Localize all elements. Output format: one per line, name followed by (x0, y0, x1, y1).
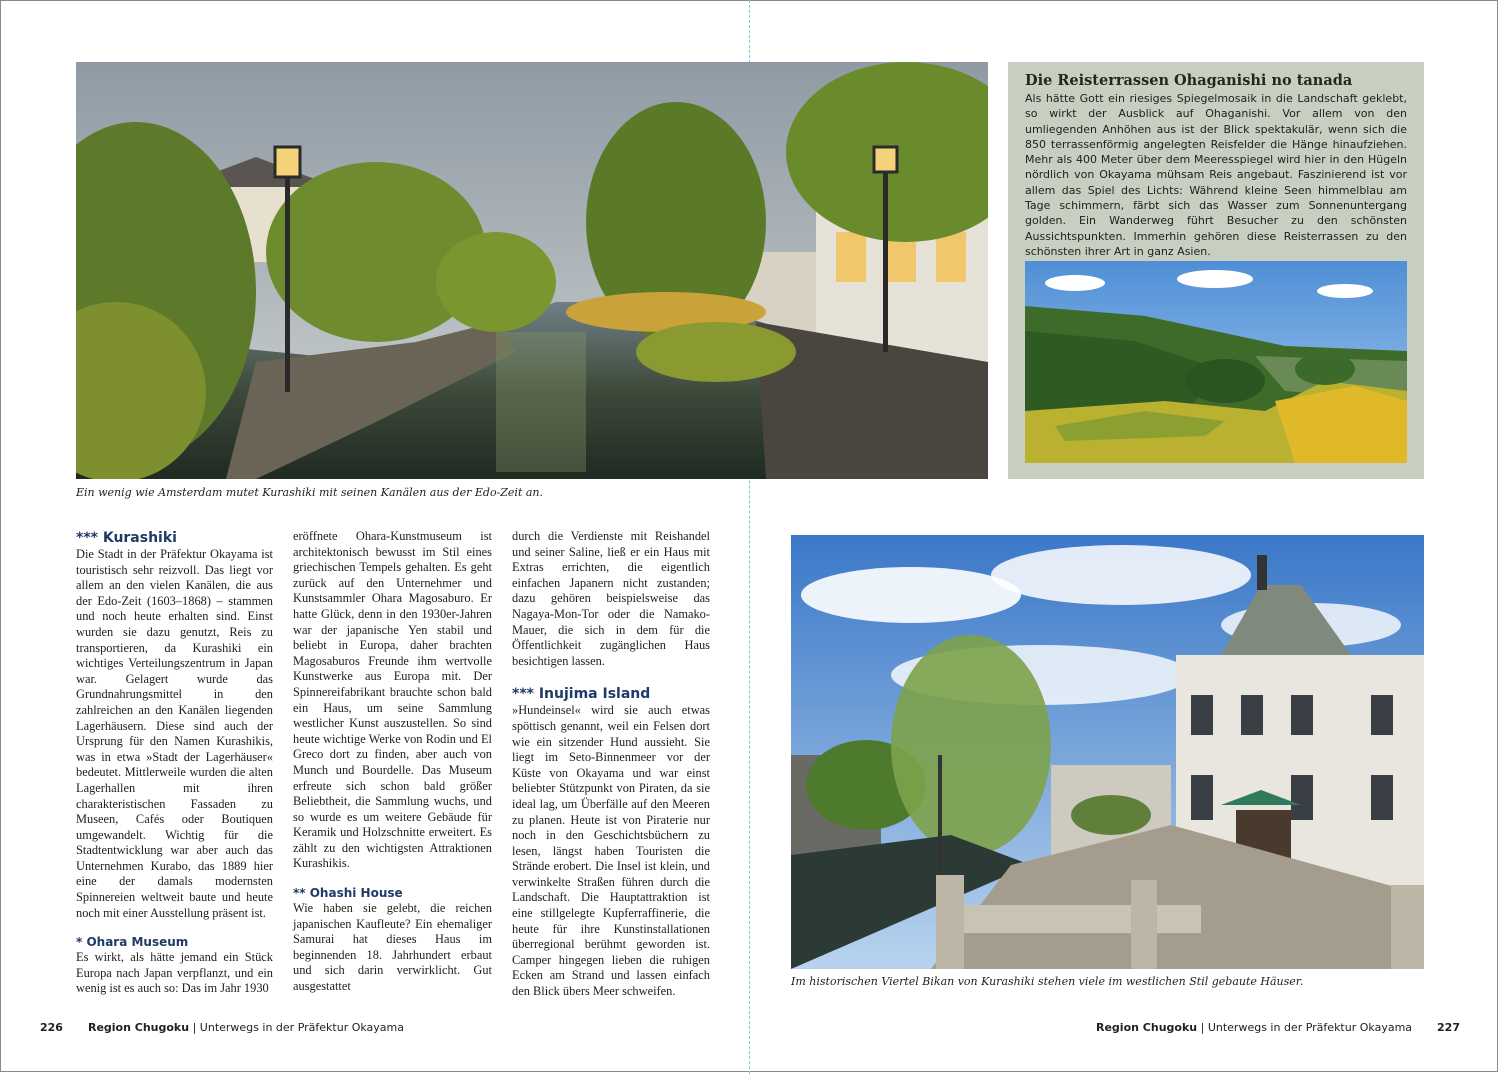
section-heading: *** Kurashiki (76, 530, 177, 546)
body-paragraph: Es wirkt, als hätte jemand ein Stück Europa nach Japan verpflanzt, und ein wenig ist es auch so: Das im Jahr 1930 (76, 950, 273, 996)
body-paragraph: Die Stadt in der Präfektur Okayama ist touristisch sehr reizvoll. Das liegt vor allem an den vielen Kanälen, die aus der Edo-Zeit (1603–1868) – stammen und noch heute erhalten sind. Einst wurden sie dazu genutzt, Reis zu transportieren, da Kurashiki ein wichtiges Verteilungszentrum in Japan war. Gelagert wurde das Grundnahrungsmittel in den zahlreichen an den Kanälen liegenden Lagerhäusern. Diese sind auch der Ursprung für den Namen Kurashikis, was in etwa »Stadt der Lagerhäuser« bedeutet. Mittlerweile wurden die alten Lagerhallen mit ihren charakteristischen Fassaden zu Museen, Cafés oder Boutiquen umgewandelt. Wichtig für die Stadtentwicklung war aber auch das Unternehmen Kurabo, das 1889 hier eine der damals modernsten Spinnereien weltweit baute und heute noch mit einer Ausstellung präsent ist. (76, 547, 273, 920)
page-number-left: 226 (40, 1021, 63, 1034)
footer-section-right: Region Chugoku (1096, 1021, 1198, 1034)
infobox-text: Als hätte Gott ein riesiges Spiegelmosaik in die Landschaft geklebt, so wirkt der Ausblick auf Ohaganishi. Vor allem von den umliegenden Anhöhen aus ist der Blick spektakulär, wenn sich die 850 terrassenförmig angelegten Reisfelder die Hänge hinaufziehen. Mehr als 400 Meter über dem Meeresspiegel wird hier in den Hügeln nördlich von Okayama mühsam Reis angebaut. Faszinierend ist vor allem das Spiel des Lichts: Während kleine Seen himmelblau am Tage schimmern, färbt sich das Wasser zum Sonnenuntergang golden. Ein Wanderweg führt Besucher zu den schönsten Aussichtspunkten. Immerhin gehören diese Reisterrassen zu den schönsten ihrer Art in ganz Asien. (1025, 92, 1407, 258)
rice-terraces-photo (1025, 261, 1407, 463)
bikan-district-photo (791, 535, 1424, 969)
footer-separator-left: | (192, 1021, 197, 1034)
page-number-right: 227 (1437, 1021, 1460, 1034)
text-column-1 (76, 529, 273, 997)
section-heading: * Ohara Museum (76, 935, 189, 950)
body-paragraph: eröffnete Ohara-Kunstmuseum ist architektonisch bewusst im Stil eines griechischen Tempels gehalten. Es geht zurück auf den Unternehmer und Kunstsammler Ohara Magosaburo. Er hatte Glück, denn in den 1930er-Jahren war der japanische Yen stabil und beliebt in Europa, daher brachten Magosaburos Freunde ihm wertvolle Kunstwerke aus Europa mit. Der Spinnereifabrikant brauchte schon bald ein Haus, um seine Sammlung westlicher Kunst auszustellen. So sind heute wichtige Werke von Rodin und El Greco dort zu finden, aber auch von Munch und Bourdelle. Das Museum erfreute sich schon bald größer Beliebtheit, die Sammlung wuchs, und so wurde es um weitere Gebäude für Keramik und Holzschnitte erweitert. Es zählt zu den wichtigsten Attraktionen Kurashikis. (293, 529, 492, 871)
left-footer (40, 1021, 404, 1034)
body-paragraph: durch die Verdienste mit Reishandel und seiner Saline, ließ er ein Haus mit Extras errichten, die eigentlich einfachen Japanern nicht zustanden; dazu gehören beispielsweise das Nagaya-Mon-Tor oder die Namako-Mauer, die sich in dem für die Öffentlichkeit zugänglichen Haus besichtigen lassen. (512, 529, 710, 668)
infobox-title: Die Reisterrassen Ohaganishi no tanada (1025, 72, 1353, 89)
body-paragraph: Wie haben sie gelebt, die reichen japanischen Kaufleute? Ein ehemaliger Samurai hat dieses Haus im beginnenden 18. Jahrhundert erbaut und sich darin verwirklicht. Gut ausgestattet (293, 901, 492, 994)
text-column-2 (293, 529, 492, 995)
section-heading: *** Inujima Island (512, 686, 651, 703)
body-paragraph: »Hundeinsel« wird sie auch etwas spöttisch genannt, weil ein Felsen dort wie ein sitzender Hund aussieht. Sie liegt im Seto-Binnenmeer vor der Küste von Okayama und war einst beliebter Stützpunkt von Piraten, da sie ideal lag, um Überfälle auf den Meeren zu planen. Heute ist von Piraterie nur noch in den Geschichtsbüchern zu lesen, längst haben Touristen die Strände erobert. Die Insel ist klein, und verwinkelte Straßen führen durch die Landschaft. Die Hauptattraktion ist eine stillgelegte Kupferraffinerie, die heute für ihre Kunstinstallationen überregional berühmt geworden ist. Camper hingegen lieben die ruhigen Ecken am Strand und lassen einfach den Blick übers Meer schweifen. (512, 703, 710, 999)
kurashiki-canal-photo (76, 62, 988, 479)
footer-subsection-right: Unterwegs in der Präfektur Okayama (1207, 1021, 1413, 1034)
section-heading: ** Ohashi House (293, 886, 403, 901)
bikan-photo-caption: Im historischen Viertel Bikan von Kurashiki stehen viele im westlichen Stil gebaute Häuser. (791, 975, 1304, 988)
footer-separator-right: | (1200, 1021, 1205, 1034)
footer-section-left: Region Chugoku (87, 1021, 190, 1034)
rice-terraces-infobox (1008, 62, 1424, 479)
footer-subsection-left: Unterwegs in der Präfektur Okayama (199, 1021, 404, 1034)
text-column-3 (512, 529, 710, 1000)
canal-photo-caption: Ein wenig wie Amsterdam mutet Kurashiki mit seinen Kanälen aus der Edo-Zeit an. (76, 486, 544, 499)
right-footer (1096, 1021, 1460, 1034)
